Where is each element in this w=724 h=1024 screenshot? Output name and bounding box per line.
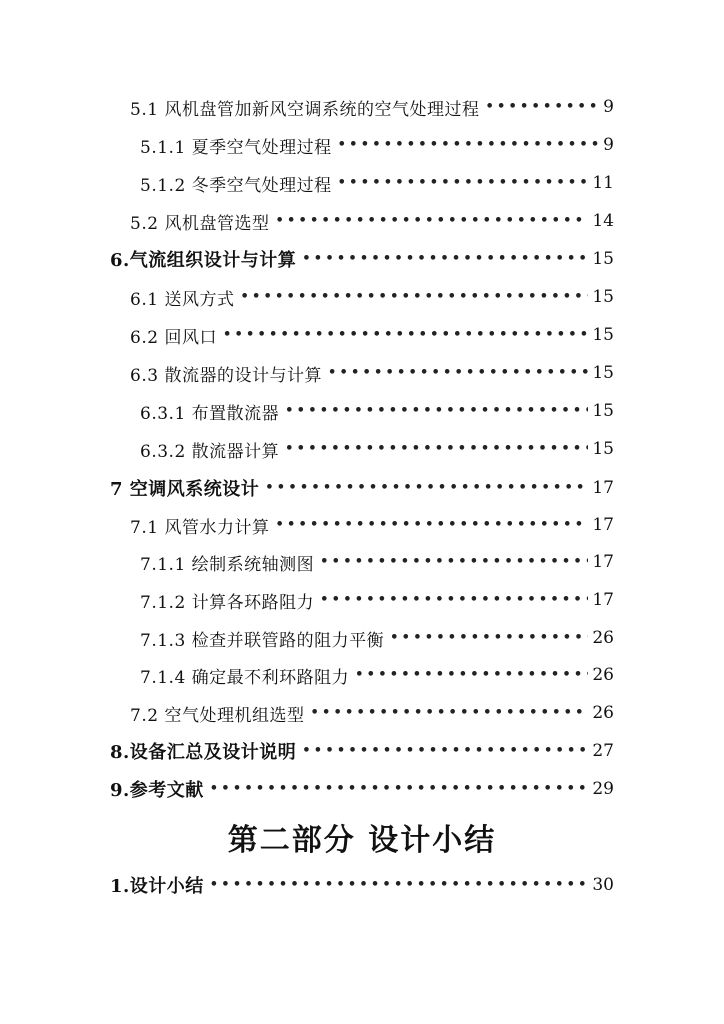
toc-leader-dots bbox=[285, 398, 588, 424]
toc-entry-label: 1.设计小结 bbox=[110, 876, 204, 897]
toc-leader-dots bbox=[338, 170, 589, 196]
toc-leader-dots bbox=[355, 662, 588, 688]
toc-leader-dots bbox=[265, 475, 588, 501]
toc-leader-dots bbox=[485, 94, 599, 120]
toc-entry[interactable] bbox=[110, 246, 614, 272]
toc-page-number: 17 bbox=[592, 590, 614, 610]
toc-entry[interactable] bbox=[110, 475, 614, 501]
toc-leader-dots bbox=[320, 587, 588, 613]
toc-leader-dots bbox=[302, 246, 588, 272]
toc-page-number: 15 bbox=[592, 363, 614, 383]
toc-entry-label: 7.1.4 确定最不利环路阻力 bbox=[140, 667, 350, 688]
part-heading: 第二部分 设计小结 bbox=[227, 823, 497, 858]
toc-entry[interactable] bbox=[110, 776, 614, 802]
toc-page-number: 29 bbox=[592, 779, 614, 799]
toc-page-number: 9 bbox=[603, 135, 614, 155]
toc-entry-label: 6.1 送风方式 bbox=[130, 289, 235, 310]
toc-page-number: 30 bbox=[592, 875, 614, 895]
toc-page-number: 26 bbox=[592, 703, 614, 723]
toc-entry[interactable] bbox=[140, 662, 614, 688]
toc-entry[interactable] bbox=[130, 94, 614, 120]
toc-entry[interactable] bbox=[140, 170, 614, 196]
toc-page-number: 17 bbox=[592, 478, 614, 498]
toc-entry-label: 5.1.2 冬季空气处理过程 bbox=[140, 175, 332, 196]
toc-entry-label: 6.2 回风口 bbox=[130, 327, 217, 348]
toc-entry-label: 6.3 散流器的设计与计算 bbox=[130, 365, 322, 386]
toc-entry-label: 8.设备汇总及设计说明 bbox=[110, 742, 297, 763]
toc-entry[interactable] bbox=[110, 738, 614, 764]
toc-leader-dots bbox=[285, 436, 588, 462]
toc-entry[interactable] bbox=[140, 625, 614, 651]
toc-entry-label: 5.1 风机盘管加新风空调系统的空气处理过程 bbox=[130, 99, 480, 120]
toc-leader-dots bbox=[320, 549, 588, 575]
toc-entry[interactable] bbox=[140, 587, 614, 613]
toc-page-number: 15 bbox=[592, 325, 614, 345]
toc-leader-dots bbox=[223, 322, 588, 348]
toc-page-number: 26 bbox=[592, 628, 614, 648]
toc-entry-label: 7.1 风管水力计算 bbox=[130, 517, 270, 538]
toc-leader-dots bbox=[210, 872, 589, 898]
toc-entry-label: 6.3.1 布置散流器 bbox=[140, 403, 280, 424]
toc-page-number: 26 bbox=[592, 665, 614, 685]
toc-page-number: 17 bbox=[592, 515, 614, 535]
toc-page-number: 15 bbox=[592, 287, 614, 307]
toc-page-number: 27 bbox=[592, 741, 614, 761]
toc-entry[interactable] bbox=[130, 360, 614, 386]
toc-entry[interactable] bbox=[110, 872, 614, 898]
toc-page-number: 15 bbox=[592, 439, 614, 459]
toc-entry-label: 5.2 风机盘管选型 bbox=[130, 213, 270, 234]
toc-leader-dots bbox=[302, 738, 588, 764]
toc-entry[interactable] bbox=[130, 322, 614, 348]
toc-entry-label: 7.1.2 计算各环路阻力 bbox=[140, 592, 315, 613]
toc-leader-dots bbox=[338, 132, 600, 158]
toc-leader-dots bbox=[240, 284, 588, 310]
toc-entry-label: 7 空调风系统设计 bbox=[110, 479, 260, 500]
toc-entry[interactable] bbox=[130, 700, 614, 726]
toc-leader-dots bbox=[310, 700, 588, 726]
toc-page-number: 15 bbox=[592, 249, 614, 269]
toc-page-number: 11 bbox=[592, 173, 614, 193]
toc-entry-label: 5.1.1 夏季空气处理过程 bbox=[140, 137, 332, 158]
toc-entry[interactable] bbox=[140, 398, 614, 424]
toc-page-number: 17 bbox=[592, 552, 614, 572]
toc-entry[interactable] bbox=[140, 549, 614, 575]
toc-entry[interactable] bbox=[140, 132, 614, 158]
toc-entry[interactable] bbox=[130, 208, 614, 234]
toc-page-number: 9 bbox=[603, 97, 614, 117]
toc-entry[interactable] bbox=[130, 512, 614, 538]
toc-entry-label: 7.1.1 绘制系统轴测图 bbox=[140, 554, 315, 575]
toc-leader-dots bbox=[275, 512, 588, 538]
toc-entry-label: 7.1.3 检查并联管路的阻力平衡 bbox=[140, 630, 385, 651]
toc-leader-dots bbox=[390, 625, 588, 651]
toc-page-number: 15 bbox=[592, 401, 614, 421]
toc-entry[interactable] bbox=[140, 436, 614, 462]
toc-entry-label: 6.气流组织设计与计算 bbox=[110, 250, 297, 271]
toc-leader-dots bbox=[275, 208, 588, 234]
toc-entry-label: 9.参考文献 bbox=[110, 780, 204, 801]
toc-leader-dots bbox=[210, 776, 589, 802]
toc-entry-label: 7.2 空气处理机组选型 bbox=[130, 705, 305, 726]
toc-entry[interactable] bbox=[130, 284, 614, 310]
toc-leader-dots bbox=[328, 360, 588, 386]
toc-entry-label: 6.3.2 散流器计算 bbox=[140, 441, 280, 462]
toc-page-number: 14 bbox=[592, 211, 614, 231]
